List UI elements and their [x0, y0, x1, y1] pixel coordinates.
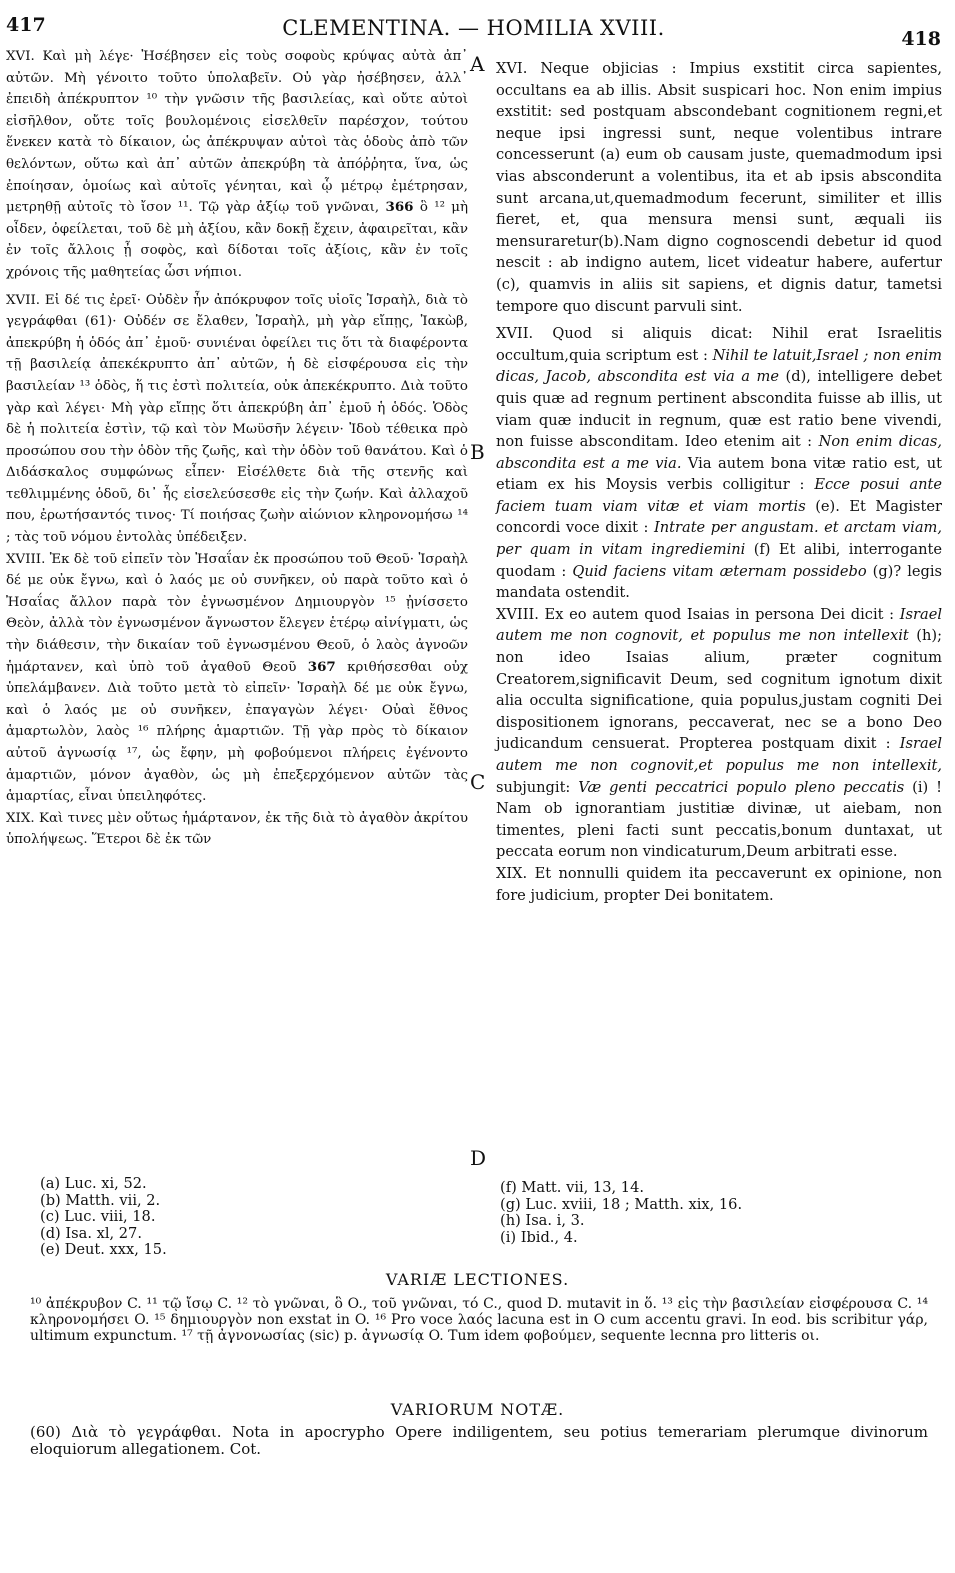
column-marker-d: D — [470, 1146, 487, 1170]
footnotes-right — [500, 1180, 742, 1246]
footnote: (i) Ibid., 4. — [500, 1228, 578, 1246]
latin-section-16: XVI. Neque objicias : Impius exstitit circa sapientes, occultans ea ab illis. Absit suspicari hoc. Non enim impius exstitit: sed postquam abscondebant cognitionem regni,et neque ipsi ingressi sunt, neque volentibus intrare concesserunt (a) eum ob causam juste, quemadmodum ipsi vias absconderunt a volentibus, ita et ab ipsis abscondita sunt arcana,ut,quemadmodum fecerunt, similiter et illis fieret, et, qua mensura mensi sunt, æquali iis mensuraretur(b).Nam digno cognoscendi debetur id quod nescit : ab indigno autem, licet videatur habere, aufertur (c), quamvis in aliis sit sapiens, et dignis datur, tametsi tempore quo discunt parvuli sint. — [496, 60, 942, 315]
column-number-366: 366 — [385, 199, 414, 216]
variae-lectiones-text: ¹⁰ ἀπέκρυβον C. ¹¹ τῷ ἴσῳ C. ¹² τὸ γνῶναι, ὃ O., τοῦ γνῶναι, τό C., quod D. mutavit in ὅ. ¹³ εἰς τὴν βασιλείαν εἰσφέρουσα C. ¹⁴ κληρονομήσει O. ¹⁵ δημιουργὸν non exstat in O. ¹⁶ Pro voce λαός lacuna est in O cum accentu gravi. In eod. bis scribitur γάρ, ultimum expunctum. ¹⁷ τῇ ἀγνονωσίας (sic) p. ἀγνωσίᾳ O. Tum idem φοβούμεν, sequente lecnna pro litteris οι. — [30, 1296, 928, 1344]
footnote: (g) Luc. xviii, 18 ; Matth. xix, 16. — [500, 1195, 743, 1213]
column-marker-a: A — [470, 52, 485, 76]
footnote: (e) Deut. xxx, 15. — [40, 1241, 167, 1258]
greek-section-17: XVII. Εἰ δέ τις ἐρεῖ· Οὐδὲν ἦν ἀπόκρυφον τοῖς υἱοῖς Ἰσραὴλ, διὰ τὸ γεγράφθαι (61)· Οὐδέν σε ἔλαθεν, Ἰσραὴλ, μὴ γὰρ εἴπῃς, Ἰακὼβ, ἀπεκρύβη ἡ ὁδός ἀπ᾽ ἐμοῦ· συνιέναι ὀφείλει τις ὅτι τὰ διαφέροντα τῇ βασιλείᾳ ἀπεκέκρυπτο ἀπ᾽ αὐτῶν, ἡ δὲ εἰσφέρουσα εἰς τὴν βασιλείαν ¹³ ὁδὸς, ἥ τις ἐστὶ πολιτεία, οὐκ ἀπεκέκρυπτο. Διὰ τοῦτο γὰρ καὶ λέγει· Μὴ γὰρ εἴπῃς ὅτι ἀπεκρύβη ἀπ᾽ ἐμοῦ ἡ ὁδός. Ὁδὸς δὲ ἡ πολιτεία ἐστὶν, τῷ καὶ τὸν Μωϋσῆν λέγειν· Ἰδοὺ τέθεικα πρὸ προσώπου σου τὴν ὁδὸν τῆς ζωῆς, καὶ τὴν ὁδὸν τοῦ θανάτου. Καὶ ὁ Διδάσκαλος συμφώνως εἶπεν· Εἰσέλθετε διὰ τῆς στενῆς καὶ τεθλιμμένης ὁδοῦ, δι᾽ ἧς εἰσελεύσεσθε εἰς τὴν ζωήν. Καὶ ἀλλαχοῦ που, ἐρωτήσαντός τινος· Τί ποιήσας ζωὴν αἰώνιον κληρονομήσω ¹⁴ ; τὰς τοῦ νόμου ἐντολὰς ὑπέδειξεν. — [6, 292, 468, 546]
running-title: CLEMENTINA. — HOMILIA XVIII. — [282, 16, 665, 40]
latin-section-17: XVII. Quod si aliquis dicat: Nihil erat Israelitis occultum,quia scriptum est : Nihil te latuit,Israel ; non enim dicas, Jacob, abscondita est via a me (d), intelligere debet quis quæ ad regnum pertinent abscondita fuisse ab illis, ut viam quæ inducit in regnum, quæ est ratio bene vivendi, non fuisse absconditam. Ideo etenim ait : Non enim dicas, abscondita est a me via. Via autem bona vitæ ratio est, ut etiam ex his Moysis verbis colligitur : Ecce posui ante faciem tuam viam vitæ et viam mortis (e). Et Magister concordi voce dixit : Intrate per angustam. et arctam viam, per quam in vitam ingrediemini (f) Et alibi, interrogante quodam : Quid faciens vitam æternam possidebo (g)? legis mandata ostendit. — [496, 325, 943, 602]
footnote: (d) Isa. xl, 27. — [40, 1224, 142, 1242]
footnotes-left — [40, 1176, 167, 1259]
greek-section-19: XIX. Καὶ τινες μὲν οὕτως ἡμάρτανον, ἐκ τῆς διὰ τὸ ἀγαθὸν ἀκρίτου ὑπολήψεως. Ἕτεροι δὲ ἐκ τῶν — [6, 810, 468, 848]
page-number-right: 418 — [901, 28, 941, 50]
column-number-367: 367 — [307, 658, 336, 675]
latin-column — [496, 58, 942, 906]
running-header — [6, 14, 941, 48]
footnote: (b) Matth. vii, 2. — [40, 1191, 161, 1209]
latin-section-18: XVIII. Ex eo autem quod Isaias in persona Dei dicit : Israel autem me non cognovit, et populus me non intellexit (h); non ideo Isaias alium, præter cognitum Creatorem,significavit Deum, sed cognitum ignotum dixit alia occulta significatione, quia populus,justam cogniti Dei dispositionem ignorans, peccaverat, nec se a bono Deo judicandum censuerat. Propterea postquam dixit : Israel autem me non cognovit,et populus me non intellexit, subjungit: Væ genti peccatrici populo pleno peccatis (i) ! Nam ob ignorantiam justitiæ divinæ, ut aiebam, non timentes, pleni facti sunt peccatis,bonum duntaxat, ut peccata eorum non vindicaturum,Deum arbitrati esse. — [496, 605, 943, 861]
latin-section-19: XIX. Et nonnulli quidem ita peccaverunt ex opinione, non fore judicium, propter Dei bonitatem. — [496, 864, 942, 904]
variorum-notae-text: (60) Διὰ τὸ γεγράφθαι. Nota in apocrypho Opere indiligentem, seu potius temerariam plerumque divinorum eloquiorum allegationem. Cot. — [30, 1423, 928, 1458]
variorum-notae-title: VARIORUM NOTÆ. — [390, 1400, 565, 1419]
greek-column — [6, 46, 468, 851]
footnote: (a) Luc. xi, 52. — [40, 1175, 147, 1192]
footnote: (c) Luc. viii, 18. — [40, 1208, 156, 1225]
footnote: (f) Matt. vii, 13, 14. — [500, 1179, 644, 1196]
footnote: (h) Isa. i, 3. — [500, 1212, 585, 1229]
greek-section-18: XVIII. Ἐκ δὲ τοῦ εἰπεῖν τὸν Ἠσαΐαν ἐκ προσώπου τοῦ Θεοῦ· Ἰσραὴλ δέ με οὐκ ἔγνω, καὶ ὁ λαός με οὐ συνῆκεν, οὐ παρὰ τοῦτο καὶ ὁ Ἠσαΐας ἄλλον παρὰ τὸν ἐγνωσμένον Δημιουργὸν ¹⁵ ᾐνίσσετο Θεὸν, ἀλλὰ τὸν ἐγνωσμένον ἄγνωστον ἔλεγεν ἑτέρῳ αἰνίγματι, ὡς τὴν διάθεσιν, τὴν δικαίαν τοῦ ἐγνωσμένου Θεοῦ, ὁ λαὸς ἀγνοῶν ἡμάρτανεν, καὶ ὑπὸ τοῦ ἀγαθοῦ Θεοῦ 367 κριθήσεσθαι οὐχ ὑπελάμβανεν. Διὰ τοῦτο μετὰ τὸ εἰπεῖν· Ἰσραὴλ δέ με οὐκ ἔγνω, καὶ ὁ λαός με οὐ συνῆκεν, ἐπαγαγὼν λέγει· Οὐαὶ ἔθνος ἁμαρτωλὸν, λαὸς ¹⁶ πλήρης ἁμαρτιῶν. Τῇ γὰρ πρὸς τὸ δίκαιον αὐτοῦ ἀγνωσίᾳ ¹⁷, ὡς ἔφην, μὴ φοβούμενοι πλήρεις ἐγένοντο ἁμαρτιῶν, μόνον ἀγαθὸν, ὡς μὴ ἐπεξερχόμενον αὐτῶν τὰς ἁμαρτίας, εἶναι ὑπειληφότες. — [6, 551, 468, 805]
variae-lectiones-title: VARIÆ LECTIONES. — [385, 1270, 570, 1289]
greek-section-16: XVI. Καὶ μὴ λέγε· Ἠσέβησεν εἰς τοὺς σοφοὺς κρύψας αὐτὰ ἀπ᾽ αὐτῶν. Μὴ γένοιτο τοῦτο ὑπολαβεῖν. Οὐ γὰρ ἠσέβησεν, ἀλλ᾽ ἐπειδὴ ἀπέκρυπτον ¹⁰ τὴν γνῶσιν τῆς βασιλείας, καὶ οὔτε αὐτοὶ εἰσῆλθον, οὔτε τοῖς βουλομένοις εἰσελθεῖν παρέσχον, τούτου ἕνεκεν κατὰ τὸ δίκαιον, ὡς ἀπέκρυψαν αὐτοὶ τὰς ὁδοὺς ἀπὸ τῶν θελόντων, οὕτω καὶ ἀπ᾽ αὐτῶν ἀπεκρύβη τὰ ἀπόῤῥητα, ἵνα, ὡς ἐποίησαν, ὁμοίως καὶ αὐτοῖς γένηται, καὶ ᾧ μέτρῳ ἐμέτρησαν, μετρηθῇ αὐτοῖς τὸ ἴσον ¹¹. Τῷ γὰρ ἀξίῳ τοῦ γνῶναι, 366 ὃ ¹² μὴ οἶδεν, ὀφείλεται, τοῦ δὲ μὴ ἀξίου, κἂν δοκῇ ἔχειν, ἀφαιρεῖται, κἂν ἐν τοῖς ἄλλοις ᾖ σοφὸς, καὶ δίδοται τοῖς ἀξίοις, κἂν ἐν τοῖς χρόνοις τῆς μαθητείας ὦσι νήπιοι. — [6, 49, 468, 280]
page-number-left: 417 — [6, 14, 46, 36]
column-marker-b: B — [470, 440, 485, 464]
column-marker-c: C — [470, 770, 486, 794]
